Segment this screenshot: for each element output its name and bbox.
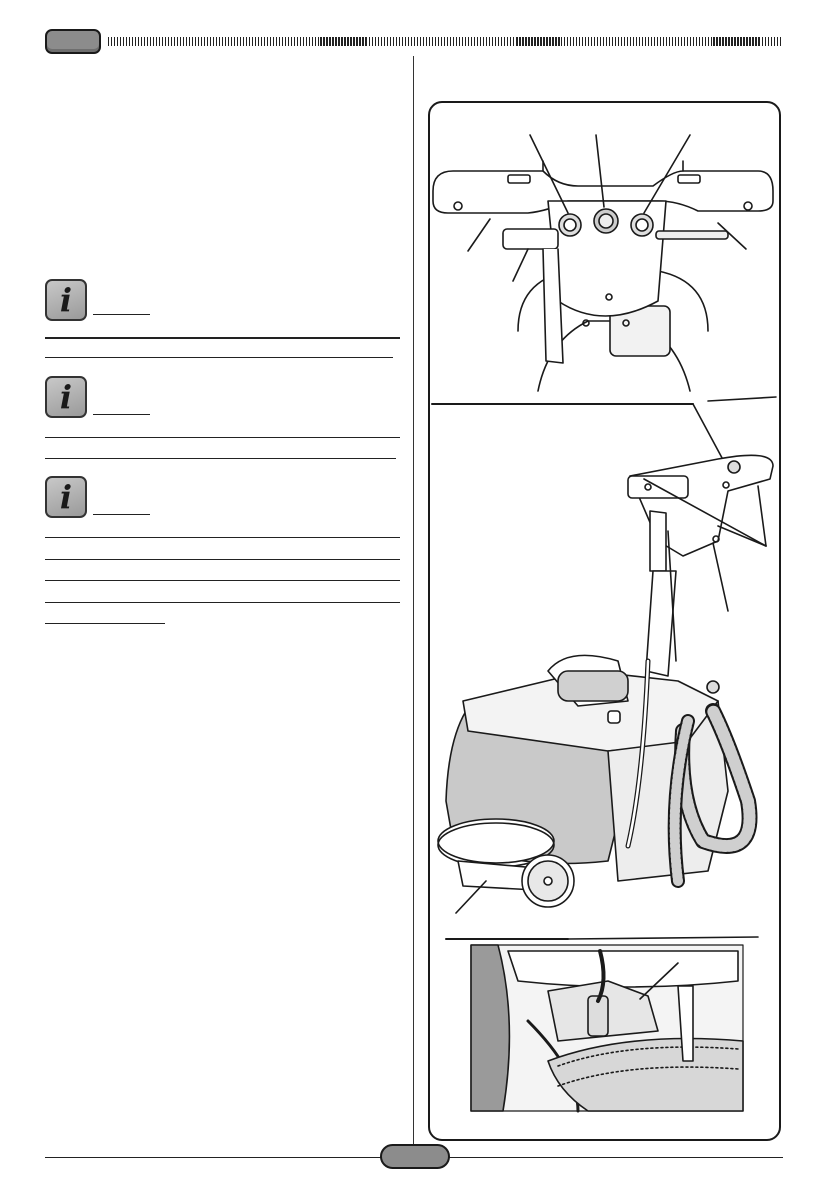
info-icon: i [45,476,87,518]
handlebar-panel [433,135,773,391]
info-icon: i [45,376,87,418]
section-rule [45,337,400,339]
text-line [45,458,396,459]
note-heading-underline [93,514,150,515]
text-line [45,537,400,538]
text-line [45,623,165,624]
underside-panel [471,945,743,1111]
machine-illustration [428,101,781,1141]
info-icon: i [45,279,87,321]
machine-panel [438,455,773,913]
text-line [45,602,400,603]
note-heading-underline [93,314,150,315]
language-tab [45,29,101,54]
page-number-tab [380,1144,450,1169]
header-dotted-rule [108,37,783,46]
text-line [45,437,400,438]
note-heading-underline [93,414,150,415]
text-line [45,357,393,358]
text-line [45,580,400,581]
text-line [45,559,400,560]
column-divider [413,56,414,1158]
